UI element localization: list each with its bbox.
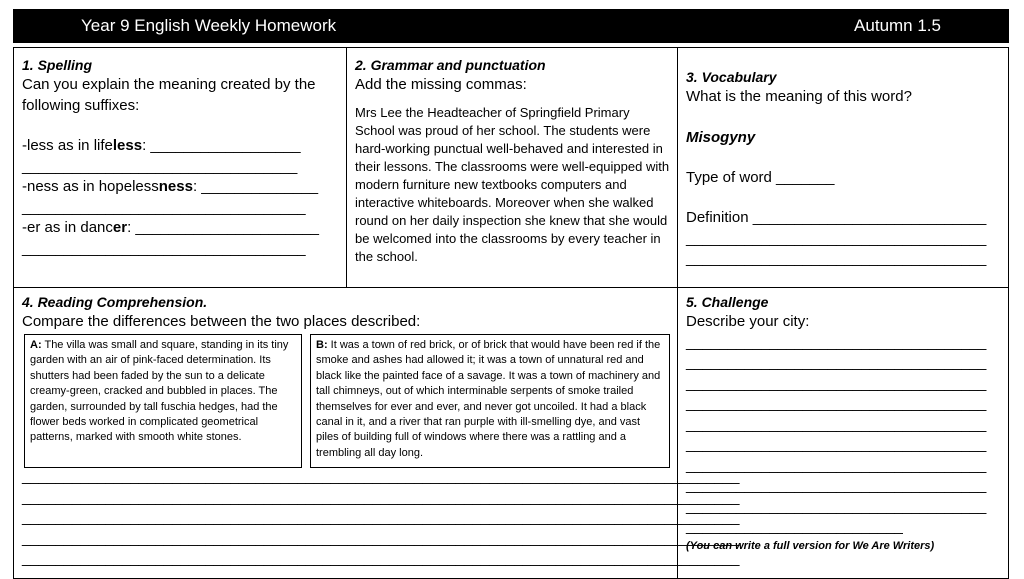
answer-line: ____________________________________ <box>686 333 987 351</box>
challenge-section <box>677 287 1009 579</box>
vocabulary-prompt: What is the meaning of this word? <box>686 88 912 105</box>
answer-line: ____________________________________ <box>686 436 987 453</box>
challenge-note: (You can write a full version for We Are Writers) <box>686 539 935 552</box>
word-type-field: Type of word _______ <box>686 168 835 186</box>
page-title: Year 9 English Weekly Homework <box>81 16 337 35</box>
suffix-less-line: -less as in lifeless: __________________ <box>22 137 301 154</box>
answer-line: ______________________________________________________________________________________ <box>22 488 740 506</box>
grammar-heading: 2. Grammar and punctuation <box>355 57 546 73</box>
answer-line: ____________________________________ <box>686 250 987 267</box>
answer-line: ______________________________________________________________________________________ <box>22 529 740 547</box>
answer-line: ____________________________________ <box>686 229 987 247</box>
definition-field: Definition ____________________________ <box>686 209 987 226</box>
challenge-answer-lines <box>686 333 1002 538</box>
spelling-section <box>13 47 347 288</box>
answer-line: __________________________________ <box>22 198 306 216</box>
challenge-prompt: Describe your city: <box>686 313 810 330</box>
answer-line: ______________________________________________________________________________________ <box>22 468 740 485</box>
reading-answer-lines <box>22 467 740 570</box>
vocabulary-heading: 3. Vocabulary <box>686 69 777 85</box>
suffix-ness-line: -ness as in hopelessness: ______________ <box>22 178 319 195</box>
answer-line: ____________________________________ <box>686 374 987 392</box>
answer-line: ______________________________________________________________________________________ <box>22 550 740 567</box>
extract-b-text: It was a town of red brick, or of brick that would have been red if the smoke and ashes had allowed it; it was a town of unnatural red and black like the painted face of a savage. It was a town of machinery and tall chimneys, out of which interminable serpents of smoke trailed themselves for ever and ever, and never got uncoiled. It had a black canal in it, and a river that ran purple with ill-smelling dye, and vast piles of building full of windows where there was a rattling and a trembling all day long. <box>316 339 661 459</box>
answer-line: ______________________________________________________________________________________ <box>22 509 740 526</box>
extract-b-label: B: <box>316 339 328 351</box>
reading-heading: 4. Reading Comprehension. <box>22 294 208 310</box>
grammar-prompt: Add the missing commas: <box>355 76 527 93</box>
vocabulary-section <box>677 47 1009 288</box>
challenge-heading: 5. Challenge <box>686 294 769 310</box>
answer-line: __________________________ <box>686 518 903 535</box>
answer-line: __________________________________ <box>22 239 306 257</box>
extract-a-box <box>24 334 302 468</box>
extract-a-label: A: <box>30 339 42 351</box>
answer-line: ____________________________________ <box>686 395 987 412</box>
vocabulary-word: Misogyny <box>686 128 756 146</box>
suffix-er-line: -er as in dancer: ______________________ <box>22 219 319 236</box>
answer-line: ____________________________________ <box>686 456 987 474</box>
reading-prompt: Compare the differences between the two places described: <box>22 313 421 330</box>
extract-a-text: The villa was small and square, standing in its tiny garden with an air of pink-faced determination. Its shutters had been faded by the sun to a delicate creamy-green, cracked and bubbled in places. The garden, surrounded by tall fuschia hedges, had the flower beds worked in complicated geometrical patterns, marked with smooth white stones. <box>30 339 289 444</box>
answer-line: ____________________________________ <box>686 415 987 433</box>
extract-b-box <box>310 334 670 468</box>
answer-line: ____________________________________ <box>686 497 987 515</box>
term-label: Autumn 1.5 <box>854 16 941 35</box>
answer-line: ____________________________________ <box>686 477 987 494</box>
grammar-passage: Mrs Lee the Headteacher of Springfield Primary School was proud of her school. The students were hard-working punctual well-behaved and interested in their lessons. The classrooms were well-equipped with modern furniture new textbooks computers and interactive whiteboards. Moreover when she walked round on her daily inspection she knew that she would be welcomed into the classrooms by every teacher in the school. <box>355 104 670 264</box>
answer-line: ____________________________________ <box>686 354 987 371</box>
grammar-section <box>346 47 678 288</box>
answer-line: _________________________________ <box>22 157 298 175</box>
spelling-prompt: Can you explain the meaning created by the following suffixes: <box>22 76 316 114</box>
spelling-heading: 1. Spelling <box>22 57 93 73</box>
header-bar <box>13 9 1009 43</box>
